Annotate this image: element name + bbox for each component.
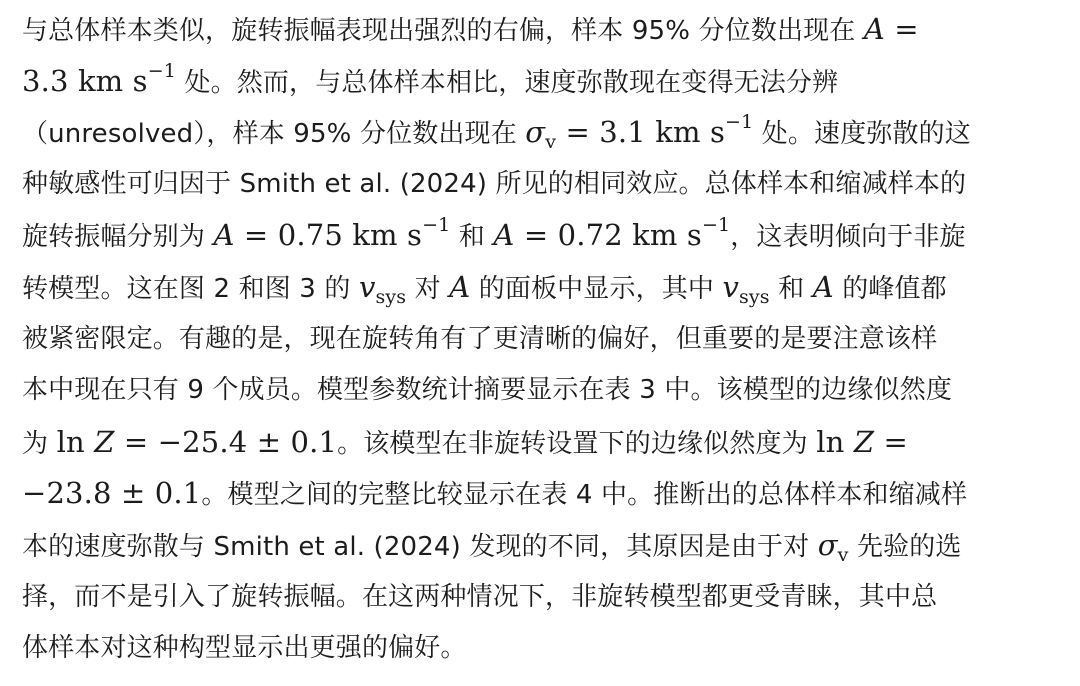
- text-line: [22, 56, 1066, 108]
- math-symbol: σ: [525, 115, 546, 150]
- text-run: 与总体样本类似，旋转振幅表现出强烈的右偏，样本 95% 分位数出现在: [22, 16, 864, 46]
- math-text: = −25.4 ± 0.1: [114, 424, 338, 459]
- text-run: 。该模型在非旋转设置下的边缘似然度为: [337, 428, 817, 459]
- text-line: [22, 365, 1066, 417]
- math-subscript: v: [545, 131, 557, 154]
- text-run: 本的速度弥散与 Smith et al. (2024) 发现的不同，其原因是由于对: [22, 531, 818, 562]
- text-run: ，这表明倾向于非旋: [730, 222, 966, 253]
- math-symbol: A: [863, 12, 885, 46]
- text-run: 处。速度弥散的这: [753, 119, 971, 150]
- math-expression: [213, 214, 451, 253]
- math-subscript: v: [837, 543, 849, 566]
- paragraph: [22, 4, 1066, 675]
- text-run: 择，而不是引入了旋转振幅。在这两种情况下，非旋转模型都更受青睐，其中总: [22, 581, 938, 612]
- text-line: [22, 159, 1066, 211]
- text-line: [22, 4, 1066, 56]
- math-text: = 3.1 km s: [556, 115, 726, 150]
- text-run: 体样本对这种构型显示出更强的偏好。: [22, 633, 467, 664]
- math-expression: [864, 12, 919, 46]
- math-symbol: v: [358, 269, 376, 304]
- text-run: 种敏感性可归因于 Smith et al. (2024) 所见的相同效应。总体样本和缩减样本的: [22, 168, 967, 199]
- text-run: 。模型之间的完整比较显示在表 4 中。推断出的总体样本和缩减样: [201, 480, 968, 511]
- math-expression: [525, 111, 754, 154]
- math-text: = 0.75 km s: [234, 218, 423, 253]
- math-expression: [813, 270, 834, 304]
- text-run: 转模型。这在图 2 和图 3 的: [22, 273, 359, 304]
- math-subscript: sys: [739, 285, 770, 308]
- text-run: 本中现在只有 9 个成员。模型参数统计摘要显示在表 3 中。该模型的边缘似然度: [22, 375, 952, 406]
- text-run: 旋转振幅分别为: [22, 222, 214, 253]
- text-line: [22, 572, 1066, 624]
- math-expression: [22, 59, 177, 98]
- text-run: 的峰值都: [833, 273, 947, 304]
- text-line: [22, 210, 1066, 262]
- math-symbol: Z: [94, 424, 115, 459]
- text-run: 的面板中显示，其中: [470, 273, 723, 304]
- text-run: 处。然而，与总体样本相比，速度弥散现在变得无法分辨: [176, 67, 839, 98]
- text-run: 和: [769, 273, 813, 304]
- math-text: =: [884, 12, 919, 46]
- text-line: [22, 623, 1066, 675]
- text-line: [22, 417, 1066, 469]
- text-line: [22, 314, 1066, 366]
- text-line: [22, 107, 1066, 159]
- math-symbol: A: [493, 218, 515, 253]
- math-symbol: Z: [853, 424, 875, 459]
- text-run: 和: [450, 222, 494, 253]
- text-run: 先验的选: [848, 531, 962, 562]
- math-expression: [358, 269, 407, 308]
- text-line: [22, 262, 1066, 314]
- math-expression: [722, 269, 770, 308]
- math-expression: [22, 476, 201, 510]
- math-superscript: −1: [701, 214, 731, 237]
- math-text: −23.8 ± 0.1: [22, 476, 202, 511]
- text-run: 对: [406, 273, 450, 304]
- math-superscript: −1: [147, 59, 177, 82]
- math-text: = 0.72 km s: [514, 218, 702, 253]
- math-expression: [449, 270, 470, 304]
- text-line: [22, 520, 1066, 572]
- math-text: ln: [816, 424, 854, 459]
- math-symbol: A: [449, 269, 471, 304]
- math-expression: [57, 425, 338, 459]
- text-run: （unresolved），样本 95% 分位数出现在: [22, 119, 526, 150]
- math-text: ln: [56, 424, 95, 459]
- math-text: 3.3 km s: [22, 63, 148, 98]
- math-expression: [493, 214, 731, 253]
- math-symbol: A: [812, 269, 834, 304]
- math-expression: [816, 425, 908, 459]
- text-run: 被紧密限定。有趣的是，现在旋转角有了更清晰的偏好，但重要的是要注意该样: [22, 323, 938, 354]
- math-subscript: sys: [375, 285, 407, 308]
- math-text: =: [874, 424, 908, 459]
- math-symbol: v: [722, 269, 740, 304]
- math-symbol: A: [213, 218, 235, 253]
- text-line: [22, 468, 1066, 520]
- math-superscript: −1: [422, 214, 451, 237]
- math-expression: [817, 527, 849, 566]
- math-symbol: σ: [817, 527, 838, 562]
- text-run: 为: [22, 428, 57, 459]
- math-superscript: −1: [725, 111, 754, 134]
